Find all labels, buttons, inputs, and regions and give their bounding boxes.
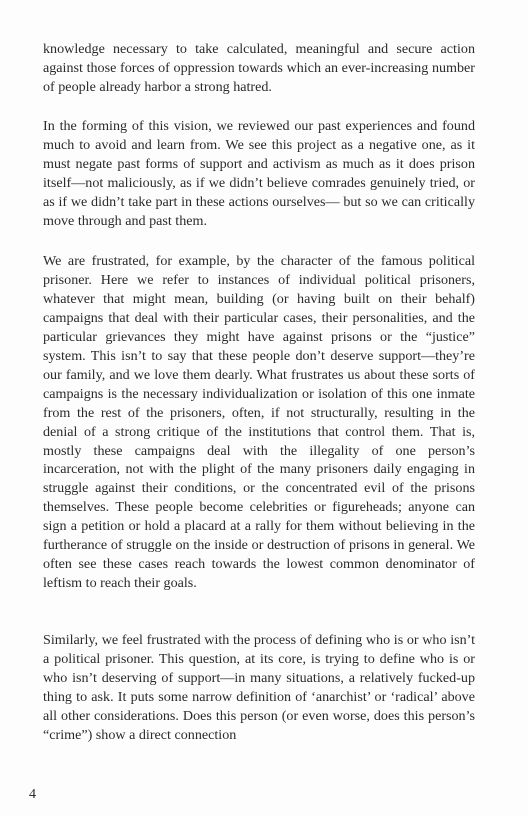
paragraph-1: [43, 40, 475, 97]
paragraph-1-text: knowledge necessary to take calculated, meaningful and secure action against those forces of oppression towards which an ever-increasing number of people already harbor a strong hatred.: [43, 41, 475, 95]
paragraph-2: [43, 117, 475, 231]
paragraph-3: [43, 252, 475, 593]
paragraph-2-text: In the forming of this vision, we reviewed our past experiences and found much to avoid and learn from. We see this project as a negative one, as it must negate past forms of support and activism as much as it does prison itself—not maliciously, as if we didn’t believe comrades genuinely tried, or as if we didn’t take part in these actions ourselves— but so we can critically move through and past them.: [43, 118, 475, 229]
paragraph-4: [43, 631, 475, 745]
paragraph-3-text: We are frustrated, for example, by the character of the famous political prisoner. Here we refer to instances of individual political prisoners, whatever that might mean, building (or having built on their behalf) campaigns that deal with their particular cases, their personalities, and the particular grievances they might have against prisons or the “justice” system. This isn’t to say that these people don’t deserve support—they’re our family, and we love them dearly. What frustrates us about these sorts of campaigns is the necessary individualization or isolation of this one inmate from the rest of the prisoners, often, if not structurally, resulting in the denial of a strong critique of the institutions that control them. That is, mostly these campaigns deal with the illegality of one person’s incarceration, not with the plight of the many prisoners daily engaging in struggle against their conditions, or the concentrated evil of the prisons themselves. These people become celebrities or figureheads; anyone can sign a petition or hold a placard at a rally for them without believing in the furtherance of struggle on the inside or destruction of prisons in general. We often see these cases reach towards the lowest common denominator of leftism to reach their goals.: [43, 253, 475, 592]
paragraph-4-text: Similarly, we feel frustrated with the process of defining who is or who isn’t a political prisoner. This question, at its core, is trying to define who is or who isn’t deserving of support—in many situations, a relatively fucked-up thing to ask. It puts some narrow definition of ‘anarchist’ or ‘radical’ above all other considerations. Does this person (or even worse, does this person’s “crime”) show a direct connection: [43, 632, 475, 743]
page-number: 4: [29, 787, 36, 802]
